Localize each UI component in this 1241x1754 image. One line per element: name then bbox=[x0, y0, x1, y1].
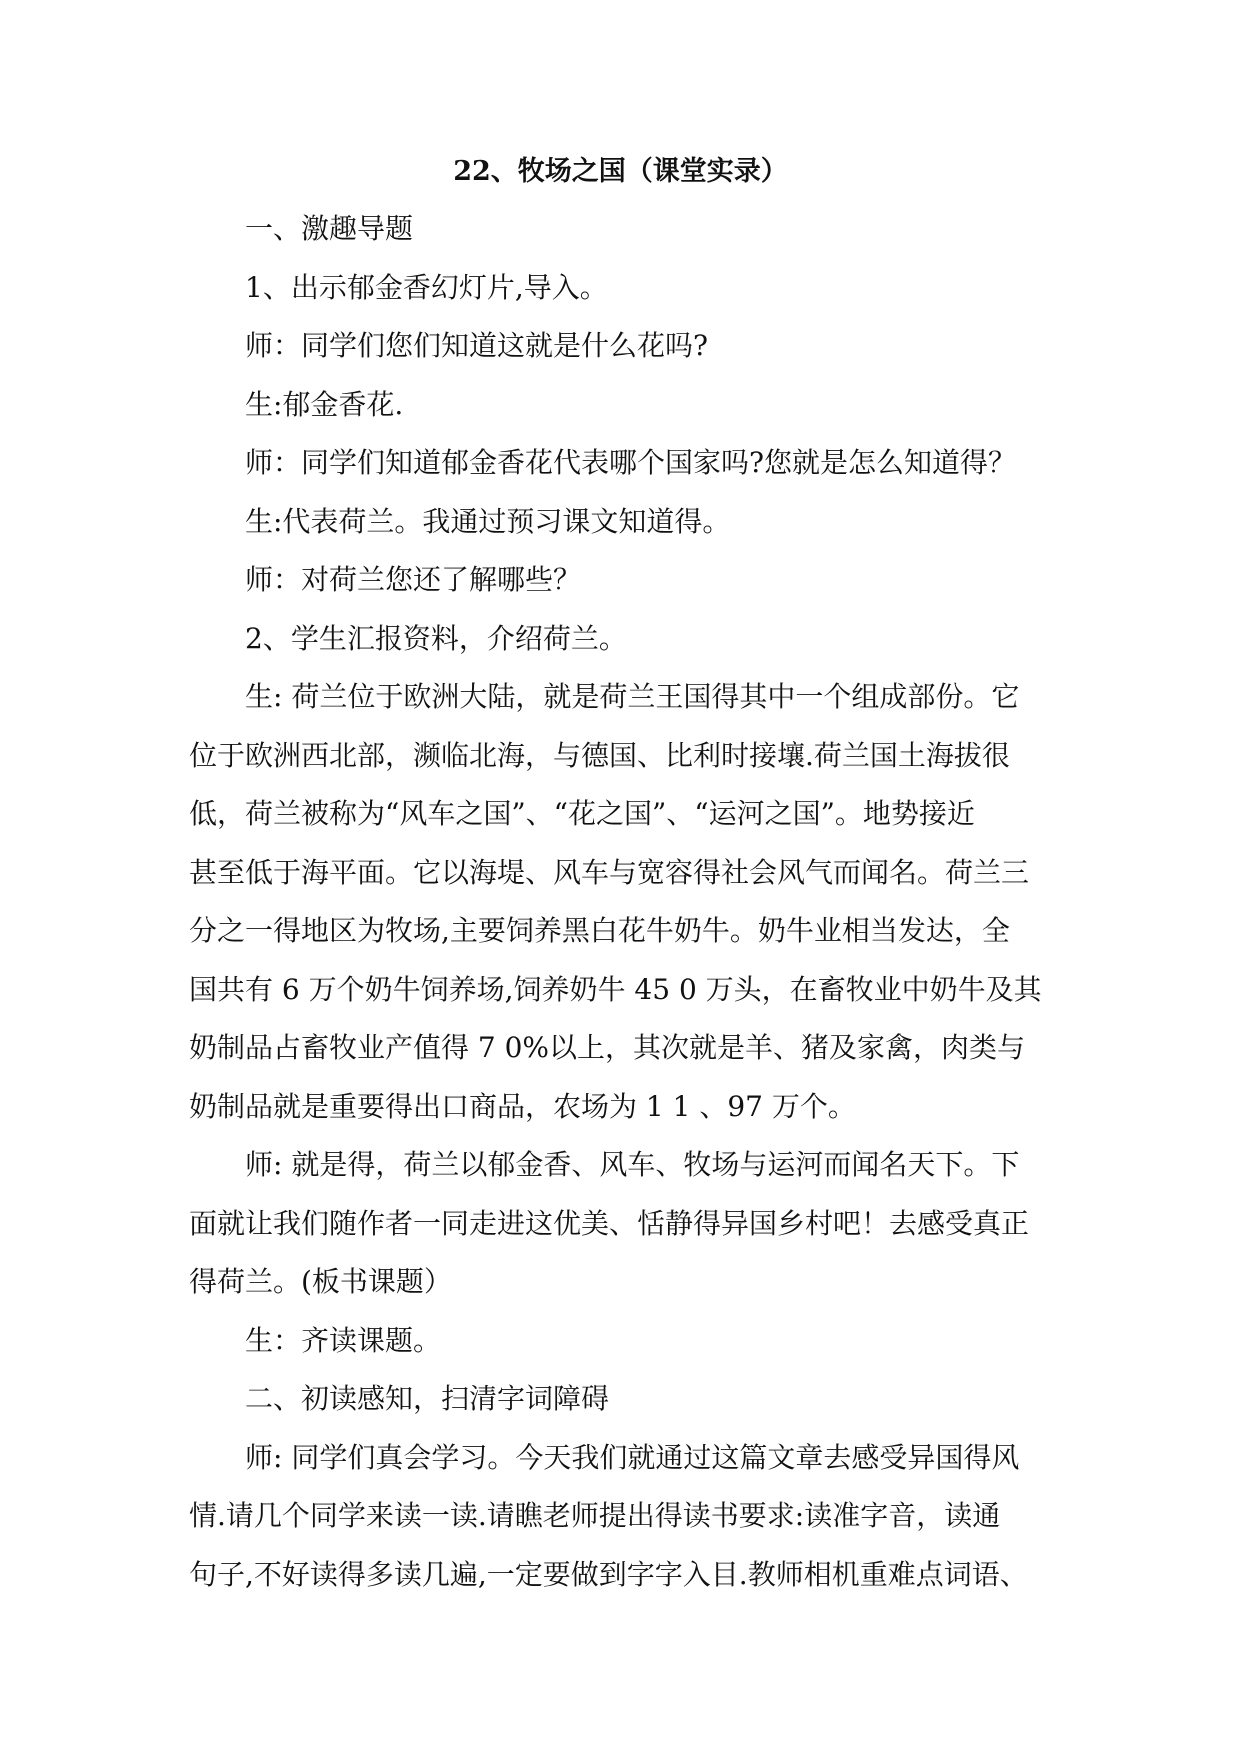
document-body bbox=[189, 200, 1059, 1604]
teacher-line: 师: 就是得，荷兰以郁金香、风车、牧场与运河而闻名天下。下 bbox=[245, 1148, 1020, 1181]
student-report-line: 低，荷兰被称为“风车之国”、“花之国”、“运河之国”。地势接近 bbox=[189, 797, 975, 830]
step-1: 1、出示郁金香幻灯片,导入。 bbox=[245, 270, 608, 304]
student-line: 生:郁金香花. bbox=[245, 387, 404, 421]
teacher-line: 师: 同学们真会学习。今天我们就通过这篇文章去感受异国得风 bbox=[245, 1440, 1020, 1474]
student-report-line: 分之一得地区为牧场,主要饲养黑白花牛奶牛。奶牛业相当发达，全 bbox=[189, 914, 1010, 947]
student-line: 生：齐读课题。 bbox=[245, 1323, 442, 1357]
document-title: 22、牧场之国（课堂实录） bbox=[453, 156, 788, 187]
teacher-line: 师：对荷兰您还了解哪些？ bbox=[245, 563, 582, 596]
teacher-line: 师：同学们知道郁金香花代表哪个国家吗?您就是怎么知道得？ bbox=[245, 446, 1017, 479]
student-report-line: 生: 荷兰位于欧洲大陆，就是荷兰王国得其中一个组成部份。它 bbox=[245, 680, 1020, 713]
teacher-line: 面就让我们随作者一同走进这优美、恬静得异国乡村吧！去感受真正 bbox=[189, 1206, 1030, 1240]
student-line: 生:代表荷兰。我通过预习课文知道得。 bbox=[245, 504, 731, 538]
student-report-line: 奶制品占畜牧业产值得 7 0%以上，其次就是羊、猪及家禽，肉类与 bbox=[189, 1031, 1026, 1064]
student-report-line: 奶制品就是重要得出口商品，农场为 1 1 、97 万个。 bbox=[189, 1089, 856, 1123]
student-report-line: 甚至低于海平面。它以海堤、风车与宽容得社会风气而闻名。荷兰三 bbox=[189, 855, 1030, 889]
step-2: 2、学生汇报资料，介绍荷兰。 bbox=[245, 621, 627, 655]
teacher-line: 句子,不好读得多读几遍,一定要做到字字入目.教师相机重难点词语、 bbox=[189, 1557, 1028, 1591]
student-report-line: 位于欧洲西北部，濒临北海，与德国、比利时接壤.荷兰国土海拔很 bbox=[189, 738, 1010, 772]
teacher-line: 得荷兰。(板书课题） bbox=[189, 1265, 452, 1298]
teacher-line: 师：同学们您们知道这就是什么花吗? bbox=[245, 329, 709, 362]
student-report-line: 国共有 6 万个奶牛饲养场,饲养奶牛 45 0 万头，在畜牧业中奶牛及其 bbox=[189, 972, 1042, 1006]
section-heading-2: 二、初读感知，扫清字词障碍 bbox=[245, 1382, 610, 1415]
section-heading-1: 一、激趣导题 bbox=[245, 212, 414, 245]
teacher-line: 情.请几个同学来读一读.请瞧老师提出得读书要求:读准字音，读通 bbox=[189, 1499, 1001, 1532]
